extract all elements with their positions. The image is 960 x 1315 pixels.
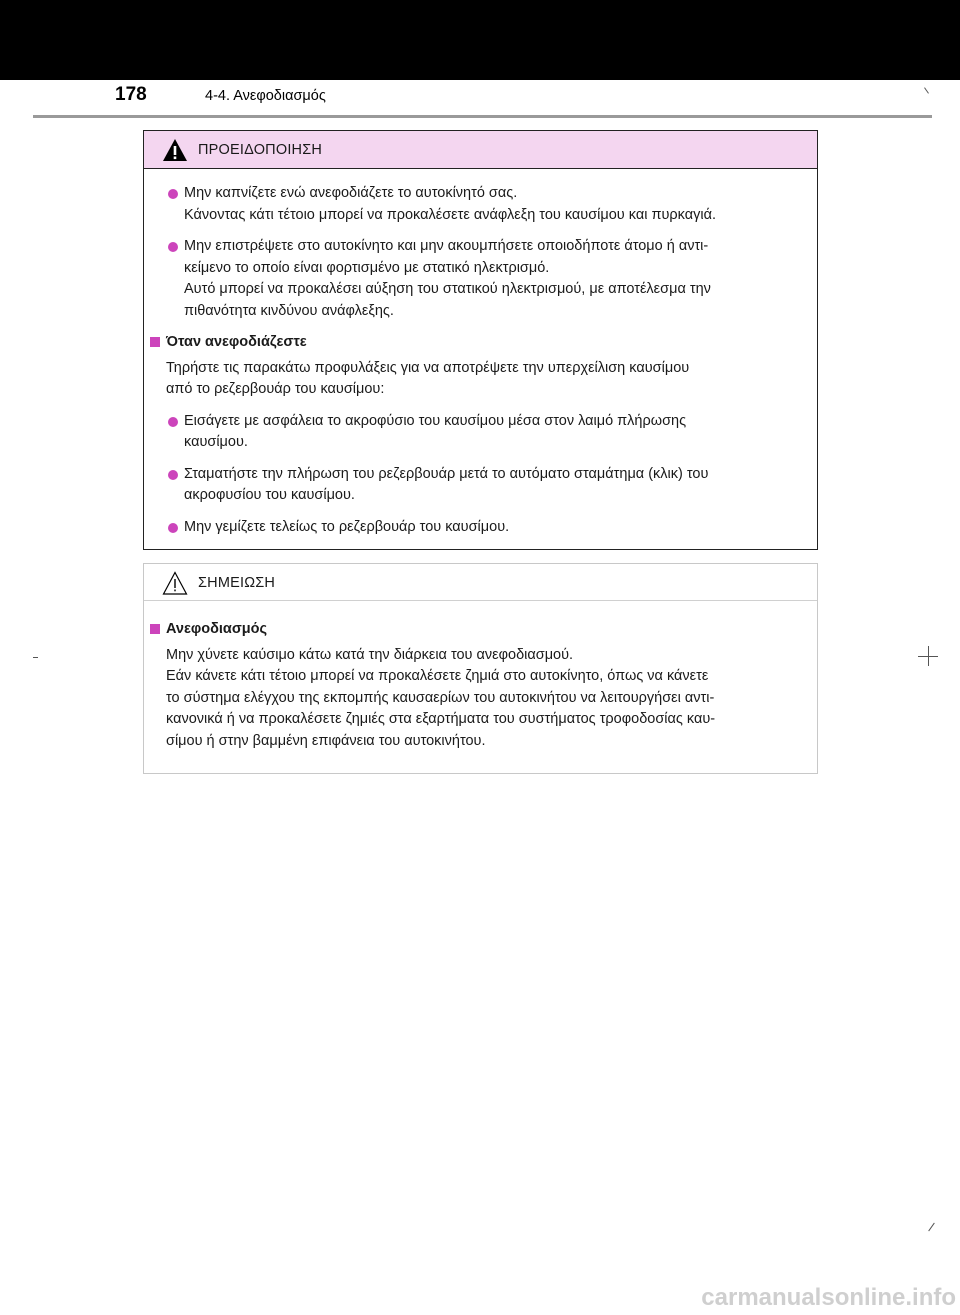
text-line: καυσίμου.	[184, 434, 248, 450]
text-line: πιθανότητα κινδύνου ανάφλεξης.	[184, 302, 394, 319]
text-line: σίμου ή στην βαμμένη επιφάνεια του αυτοκινήτου.	[166, 732, 486, 749]
list-item	[166, 183, 809, 226]
text-line: Μην γεμίζετε τελείως το ρεζερβουάρ του καυσίμου.	[184, 518, 510, 535]
bullet-icon	[168, 189, 178, 199]
text-line: Εάν κάνετε κάτι τέτοιο μπορεί να προκαλέσετε ζημιά στο αυτοκίνητο, όπως να κάνετε	[166, 668, 709, 684]
note-body	[144, 601, 817, 752]
warning-triangle-icon	[162, 138, 188, 162]
square-bullet-icon	[150, 337, 160, 347]
text-line: κανονικά ή να προκαλέσετε ζημιές στα εξαρτήματα του συστήματος τροφοδοσίας καυ-	[166, 711, 716, 727]
text-line: ακροφυσίου του καυσίμου.	[184, 487, 355, 503]
header-rule	[33, 115, 932, 118]
text-line: το σύστημα ελέγχου της εκπομπής καυσαερίων του αυτοκινήτου να λειτουργήσει αντι-	[166, 689, 715, 706]
subsection-intro	[166, 358, 809, 401]
bullet-icon	[168, 470, 178, 480]
list-item	[166, 517, 809, 539]
subsection-heading: Όταν ανεφοδιάζεστε	[150, 332, 809, 354]
crop-mark	[928, 1223, 935, 1232]
text-line: Μην χύνετε καύσιμο κάτω κατά την διάρκεια του ανεφοδιασμού.	[166, 646, 574, 663]
top-black-band	[0, 0, 960, 80]
section-title: 4-4. Ανεφοδιασμός	[205, 88, 326, 104]
warning-body	[144, 169, 817, 538]
text-line: Μην καπνίζετε ενώ ανεφοδιάζετε το αυτοκίνητό σας.	[184, 185, 518, 201]
text-line: Τηρήστε τις παρακάτω προφυλάξεις για να αποτρέψετε την υπερχείλιση καυσίμου	[166, 359, 690, 376]
text-line: Μην επιστρέψετε στο αυτοκίνητο και μην ακουμπήσετε οποιοδήποτε άτομο ή αντι-	[184, 238, 709, 254]
text-line: Αυτό μπορεί να προκαλέσει αύξηση του στατικού ηλεκτρισμού, με αποτέλεσμα την	[184, 281, 711, 297]
warning-triangle-outline-icon	[162, 571, 188, 595]
watermark: carmanualsonline.info	[701, 1284, 956, 1311]
crop-mark	[924, 87, 929, 93]
note-header	[144, 564, 817, 601]
page-number: 178	[115, 84, 147, 105]
note-text	[150, 645, 803, 753]
warning-box	[143, 130, 818, 550]
text-line: Σταματήστε την πλήρωση του ρεζερβουάρ μετά το αυτόματο σταμάτημα (κλικ) του	[184, 465, 709, 482]
list-item	[166, 236, 809, 322]
list-item	[166, 464, 809, 507]
crop-mark	[33, 657, 38, 658]
subsection-heading: Ανεφοδιασμός	[150, 619, 803, 641]
warning-title: ΠΡΟΕΙΔΟΠΟΙΗΣΗ	[198, 142, 323, 158]
bullet-icon	[168, 242, 178, 252]
bullet-icon	[168, 523, 178, 533]
crop-mark	[928, 646, 929, 666]
text-line: Εισάγετε με ασφάλεια το ακροφύσιο του καυσίμου μέσα στον λαιμό πλήρωσης	[184, 412, 687, 429]
note-title: ΣΗΜΕΙΩΣΗ	[198, 575, 276, 591]
text-line: από το ρεζερβουάρ του καυσίμου:	[166, 381, 385, 397]
bullet-icon	[168, 417, 178, 427]
text-line: κείμενο το οποίο είναι φορτισμένο με στατικό ηλεκτρισμό.	[184, 259, 550, 276]
warning-header	[144, 131, 817, 169]
text-line: Κάνοντας κάτι τέτοιο μπορεί να προκαλέσετε ανάφλεξη του καυσίμου και πυρκαγιά.	[184, 206, 716, 223]
note-box	[143, 563, 818, 774]
square-bullet-icon	[150, 624, 160, 634]
list-item	[166, 411, 809, 454]
